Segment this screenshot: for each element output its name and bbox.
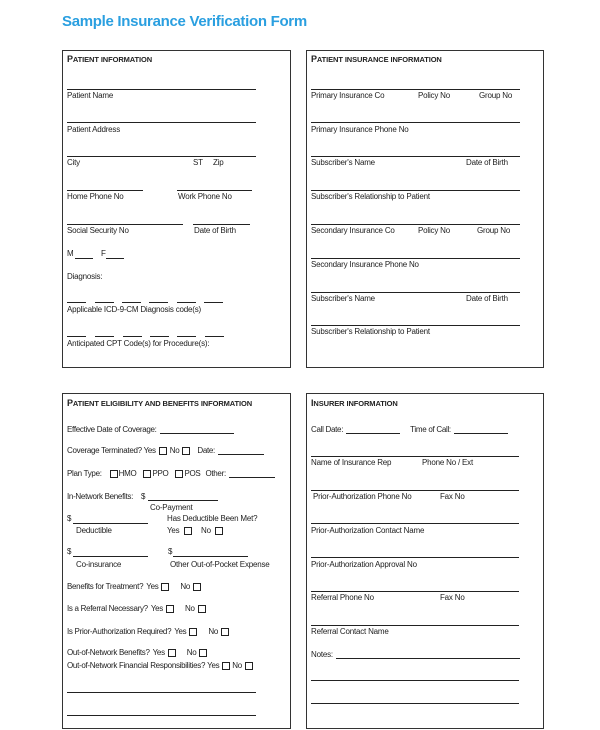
referral-no-checkbox[interactable] bbox=[198, 605, 206, 613]
city-st-zip-field[interactable] bbox=[67, 156, 256, 157]
referral-phone-field[interactable] bbox=[311, 591, 519, 592]
label: No bbox=[180, 582, 191, 591]
dob-field[interactable] bbox=[193, 224, 250, 225]
secondary-phone-field[interactable] bbox=[311, 258, 520, 259]
treatment-yes-checkbox[interactable] bbox=[161, 583, 169, 591]
label: Work Phone No bbox=[178, 192, 232, 201]
label: Patient Name bbox=[67, 91, 114, 100]
other-plan-field[interactable] bbox=[229, 477, 275, 478]
label: Patient Address bbox=[67, 125, 121, 134]
label: Yes bbox=[146, 582, 159, 591]
section-header: PATIENT ELIGIBILITY AND BENEFITS INFORMATION bbox=[67, 398, 253, 408]
plan-type-row bbox=[67, 469, 275, 479]
label: Fax No bbox=[440, 492, 465, 501]
benefits-treatment-row bbox=[67, 582, 204, 592]
label: No bbox=[208, 627, 219, 636]
label: Yes bbox=[167, 526, 180, 535]
label: Zip bbox=[213, 158, 224, 167]
label: No bbox=[185, 604, 195, 613]
copayment-field[interactable] bbox=[148, 500, 218, 501]
label: Subscriber's Relationship to Patient bbox=[311, 327, 430, 336]
label: Group No bbox=[479, 91, 513, 100]
referral-contact-field[interactable] bbox=[311, 625, 519, 626]
label: Group No bbox=[477, 226, 511, 235]
cpt-code-field[interactable] bbox=[123, 336, 142, 337]
coinsurance-field[interactable] bbox=[73, 556, 148, 557]
notes-line[interactable] bbox=[311, 703, 519, 704]
label: Out-of-Network Financial Responsibilities? bbox=[67, 661, 206, 670]
oon-financial-yes-checkbox[interactable] bbox=[222, 662, 230, 670]
other-oop-field[interactable] bbox=[173, 556, 248, 557]
deductible-no-checkbox[interactable] bbox=[215, 527, 223, 535]
comment-line[interactable] bbox=[67, 692, 256, 693]
deductible-yes-checkbox[interactable] bbox=[184, 527, 192, 535]
oon-financial-no-checkbox[interactable] bbox=[245, 662, 253, 670]
treatment-no-checkbox[interactable] bbox=[193, 583, 201, 591]
label: Yes bbox=[174, 627, 187, 636]
effective-date-field[interactable] bbox=[160, 433, 234, 434]
label: City bbox=[67, 158, 80, 167]
label: Secondary Insurance Co bbox=[311, 226, 395, 235]
icd-code-field[interactable] bbox=[95, 302, 114, 303]
icd-code-field[interactable] bbox=[177, 302, 196, 303]
label: Primary Insurance Phone No bbox=[311, 125, 409, 134]
label: Policy No bbox=[418, 226, 450, 235]
patient-address-field[interactable] bbox=[67, 122, 256, 123]
label: Deductible bbox=[76, 526, 112, 535]
label: F bbox=[101, 249, 106, 258]
label: Co-Payment bbox=[150, 503, 193, 512]
in-network-row bbox=[67, 492, 218, 502]
section-header: PATIENT INFORMATION bbox=[67, 54, 153, 64]
label: Date of Birth bbox=[466, 294, 508, 303]
referral-row bbox=[67, 604, 209, 614]
cpt-code-field[interactable] bbox=[150, 336, 169, 337]
subscriber-name-field[interactable] bbox=[311, 156, 520, 157]
label: No bbox=[232, 661, 242, 670]
label: Is Prior-Authorization Required? bbox=[67, 627, 172, 636]
icd-code-field[interactable] bbox=[122, 302, 141, 303]
label: Phone No / Ext bbox=[422, 458, 474, 467]
label: No bbox=[186, 648, 197, 657]
label: Has Deductible Been Met? bbox=[167, 514, 258, 523]
label: $ bbox=[67, 514, 72, 523]
label: Is a Referral Necessary? bbox=[67, 604, 148, 613]
oon-benefits-no-checkbox[interactable] bbox=[199, 649, 207, 657]
deductible-field[interactable] bbox=[73, 523, 148, 524]
label: Notes: bbox=[311, 650, 333, 659]
hmo-checkbox[interactable] bbox=[110, 470, 118, 478]
relationship-field[interactable] bbox=[311, 325, 520, 326]
section-header: PATIENT INSURANCE INFORMATION bbox=[311, 54, 442, 64]
icd-code-field[interactable] bbox=[204, 302, 223, 303]
pos-checkbox[interactable] bbox=[175, 470, 183, 478]
label: $ bbox=[67, 547, 72, 556]
time-of-call-field[interactable] bbox=[454, 433, 508, 434]
label: M bbox=[67, 249, 74, 258]
referral-yes-checkbox[interactable] bbox=[166, 605, 174, 613]
label: Applicable ICD-9-CM Diagnosis code(s) bbox=[67, 305, 201, 314]
prior-auth-yes-checkbox[interactable] bbox=[189, 628, 197, 636]
cpt-code-field[interactable] bbox=[67, 336, 86, 337]
primary-phone-field[interactable] bbox=[311, 122, 520, 123]
primary-insurance-field[interactable] bbox=[311, 89, 520, 90]
label: Yes bbox=[150, 604, 163, 613]
label: Subscriber's Relationship to Patient bbox=[311, 192, 430, 201]
patient-name-field[interactable] bbox=[67, 89, 256, 90]
call-date-row bbox=[311, 425, 508, 435]
label: Name of Insurance Rep bbox=[311, 458, 392, 467]
notes-field[interactable] bbox=[336, 658, 520, 659]
label: Call Date: bbox=[311, 425, 344, 434]
termination-date-field[interactable] bbox=[218, 454, 264, 455]
label: Prior-Authorization Phone No bbox=[313, 492, 412, 501]
male-field[interactable] bbox=[75, 258, 93, 259]
oon-financial-row bbox=[67, 661, 253, 671]
label: No bbox=[169, 446, 180, 455]
terminated-yes-checkbox[interactable] bbox=[159, 447, 167, 455]
prior-auth-no-checkbox[interactable] bbox=[221, 628, 229, 636]
secondary-insurance-field[interactable] bbox=[311, 224, 520, 225]
label: $ bbox=[168, 547, 173, 556]
label: Yes bbox=[152, 648, 165, 657]
relationship-field[interactable] bbox=[311, 190, 520, 191]
label: Anticipated CPT Code(s) for Procedure(s): bbox=[67, 339, 210, 348]
label: Date of Birth bbox=[194, 226, 236, 235]
icd-code-field[interactable] bbox=[67, 302, 86, 303]
ppo-checkbox[interactable] bbox=[143, 470, 151, 478]
oon-benefits-row bbox=[67, 648, 210, 658]
notes-line[interactable] bbox=[311, 680, 519, 681]
label: Prior-Authorization Contact Name bbox=[311, 526, 425, 535]
female-field[interactable] bbox=[106, 258, 124, 259]
label: Fax No bbox=[440, 593, 465, 602]
label: Secondary Insurance Phone No bbox=[311, 260, 419, 269]
label: Other: bbox=[205, 469, 226, 478]
label: Date: bbox=[197, 446, 215, 455]
coverage-terminated-row bbox=[67, 446, 264, 456]
label: Policy No bbox=[418, 91, 450, 100]
oon-benefits-yes-checkbox[interactable] bbox=[168, 649, 176, 657]
label: No bbox=[201, 526, 211, 535]
label: Subscriber's Name bbox=[311, 158, 375, 167]
label: Referral Phone No bbox=[311, 593, 374, 602]
label: Prior-Authorization Approval No bbox=[311, 560, 417, 569]
icd-code-field[interactable] bbox=[149, 302, 168, 303]
work-phone-field[interactable] bbox=[177, 190, 252, 191]
label: In-Network Benefits: bbox=[67, 492, 134, 501]
label: $ bbox=[141, 492, 146, 501]
home-phone-field[interactable] bbox=[67, 190, 143, 191]
label: Date of Birth bbox=[466, 158, 508, 167]
label: POS bbox=[184, 469, 201, 478]
label: Co-insurance bbox=[76, 560, 122, 569]
label: Subscriber's Name bbox=[311, 294, 375, 303]
label: Other Out-of-Pocket Expense bbox=[170, 560, 270, 569]
form-title: Sample Insurance Verification Form bbox=[62, 13, 307, 30]
label: Home Phone No bbox=[67, 192, 124, 201]
terminated-no-checkbox[interactable] bbox=[182, 447, 190, 455]
ssn-field[interactable] bbox=[67, 224, 183, 225]
effective-date-row bbox=[67, 425, 234, 435]
label: Out-of-Network Benefits? bbox=[67, 648, 150, 657]
label: Effective Date of Coverage: bbox=[67, 425, 157, 434]
label: Time of Call: bbox=[410, 425, 451, 434]
cpt-code-field[interactable] bbox=[177, 336, 196, 337]
rep-name-field[interactable] bbox=[311, 456, 519, 457]
pa-phone-field[interactable] bbox=[311, 490, 519, 491]
label: Yes bbox=[207, 661, 220, 670]
pa-contact-field[interactable] bbox=[311, 523, 519, 524]
label: ST bbox=[193, 158, 203, 167]
prior-auth-row bbox=[67, 627, 232, 637]
label: PPO bbox=[152, 469, 169, 478]
label: Referral Contact Name bbox=[311, 627, 389, 636]
label: Diagnosis: bbox=[67, 272, 103, 281]
label: Benefits for Treatment? bbox=[67, 582, 144, 591]
section-header: INSURER INFORMATION bbox=[311, 398, 398, 408]
label: Plan Type: bbox=[67, 469, 102, 478]
cpt-code-field[interactable] bbox=[95, 336, 114, 337]
call-date-field[interactable] bbox=[346, 433, 400, 434]
comment-line[interactable] bbox=[67, 715, 256, 716]
label: Social Security No bbox=[67, 226, 129, 235]
pa-approval-field[interactable] bbox=[311, 557, 519, 558]
label: Coverage Terminated? Yes bbox=[67, 446, 156, 455]
label: Primary Insurance Co bbox=[311, 91, 385, 100]
label: HMO bbox=[118, 469, 137, 478]
subscriber-name-field[interactable] bbox=[311, 292, 520, 293]
cpt-code-field[interactable] bbox=[205, 336, 224, 337]
